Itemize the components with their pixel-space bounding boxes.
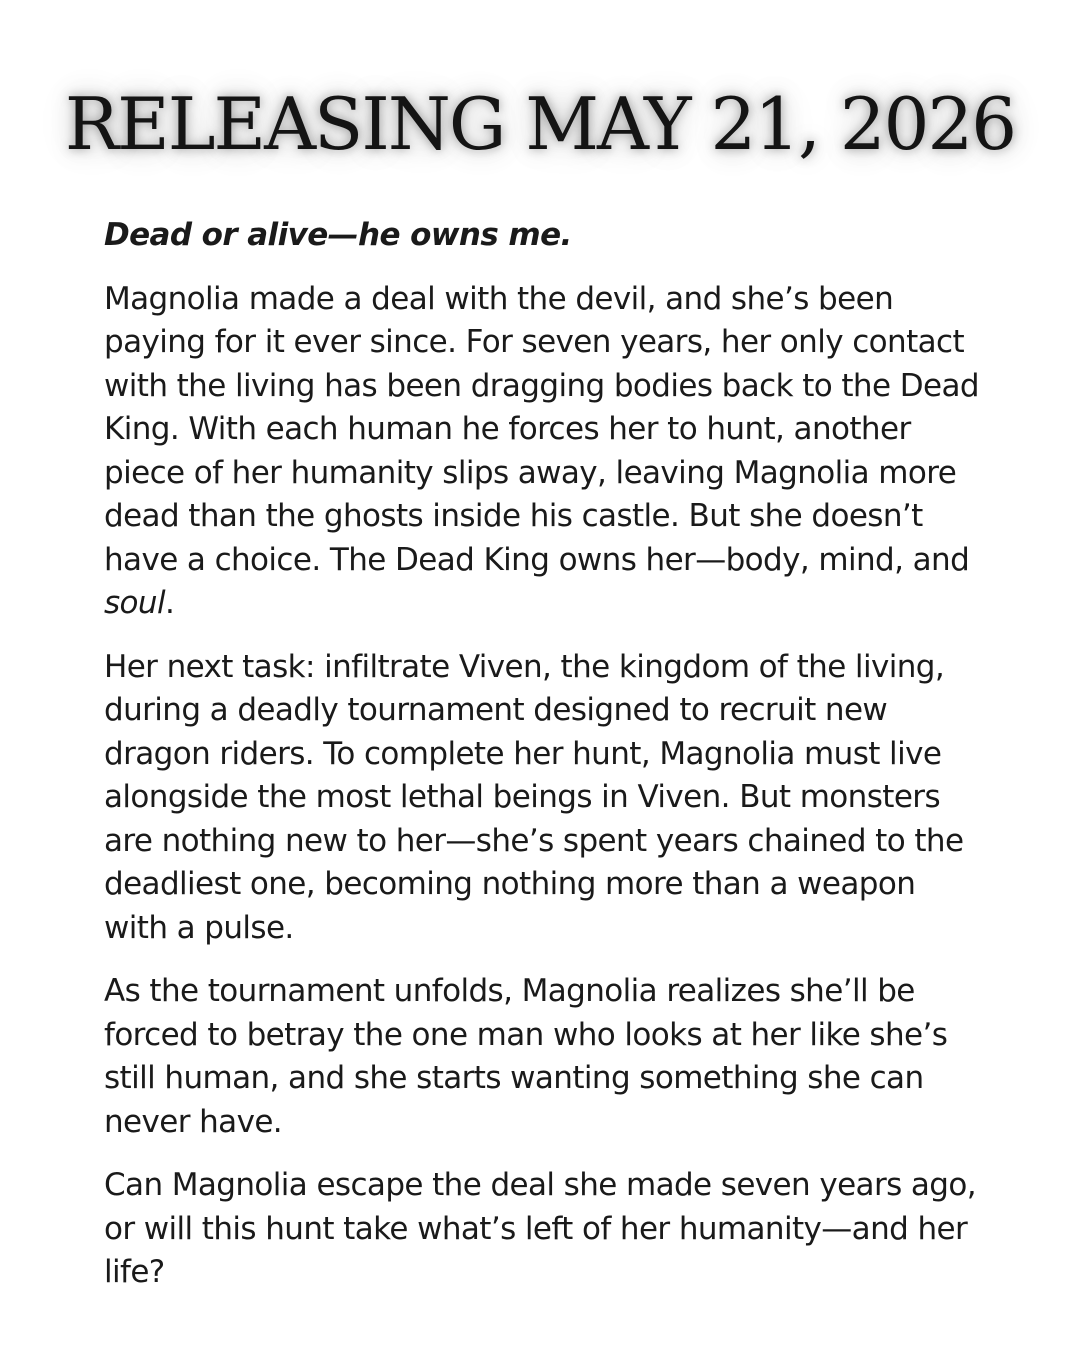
blurb-paragraph-4: Can Magnolia escape the deal she made seven years ago, or will this hunt take what’s left of her humanity—and her life? bbox=[104, 1167, 976, 1290]
blurb-paragraph-1 bbox=[104, 278, 984, 626]
book-blurb bbox=[104, 214, 984, 1315]
tagline: Dead or alive—he owns me. bbox=[104, 217, 572, 253]
release-date-headline: RELEASING MAY 21, 2026 bbox=[64, 82, 1016, 166]
blurb-paragraph-2: Her next task: infiltrate Viven, the kingdom of the living, during a deadly tournament designed to recruit new dragon riders. To complete her hunt, Magnolia must live alongside the most lethal beings in Viven. But monsters are nothing new to her—she’s spent years chained to the deadliest one, becoming nothing more than a weapon with a pulse. bbox=[104, 648, 964, 946]
paragraph-1-end: . bbox=[164, 585, 175, 621]
blurb-paragraph-3: As the tournament unfolds, Magnolia realizes she’ll be forced to betray the one man who looks at her like she’s still human, and she starts wanting something she can never have. bbox=[104, 973, 948, 1140]
paragraph-1-emphasis: soul bbox=[104, 585, 165, 621]
paragraph-1-text: Magnolia made a deal with the devil, and she’s been paying for it ever since. For seven years, her only contact with the living has been dragging bodies back to the Dead King. With each human he forces her to hunt, another piece of her humanity slips away, leaving Magnolia more dead than the ghosts inside his castle. But she doesn’t have a choice. The Dead King owns her—body, mind, and bbox=[104, 280, 979, 578]
